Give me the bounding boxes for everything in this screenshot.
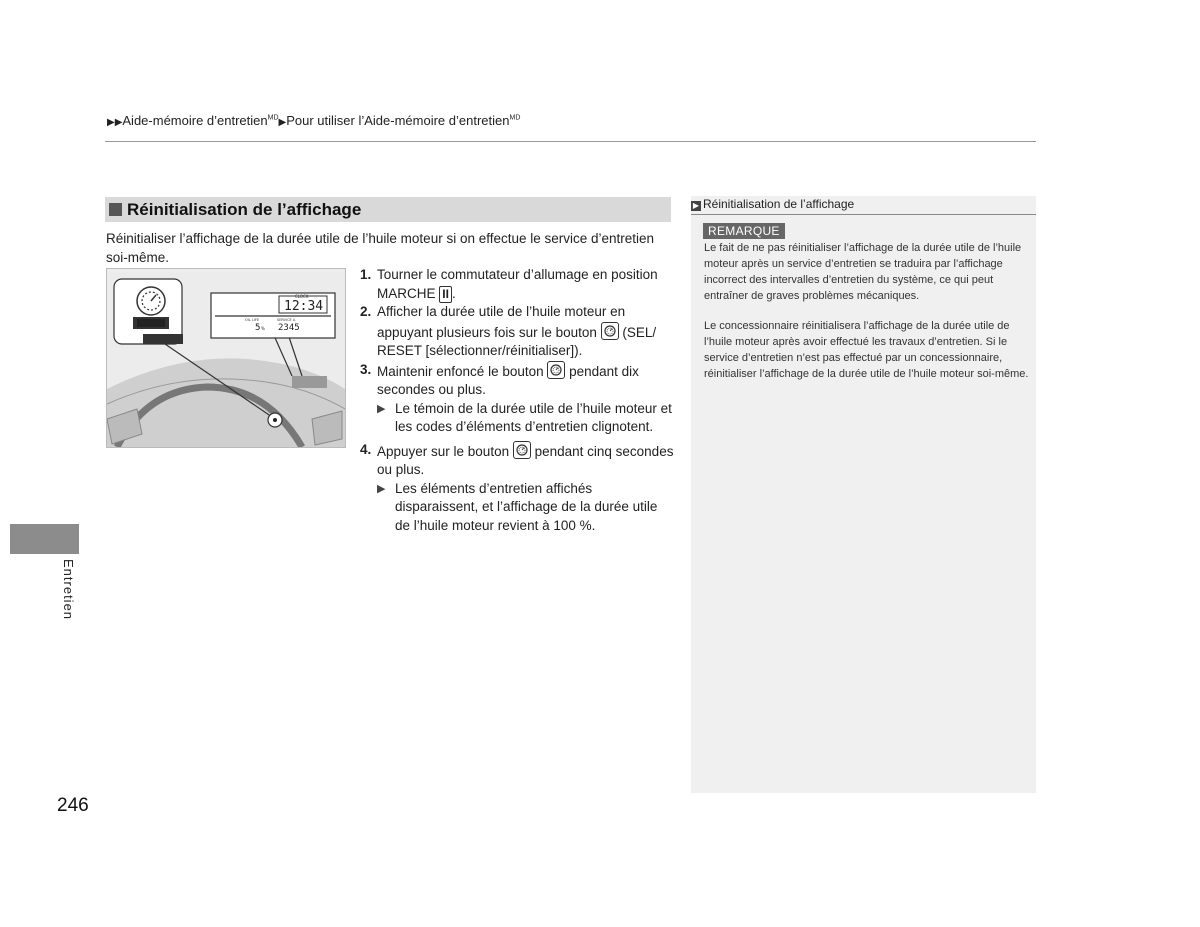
dashboard-illustration [106, 268, 346, 448]
steps-list [358, 266, 674, 535]
clock-label: CLOCK [295, 294, 309, 299]
result-text: Le témoin de la durée utile de l’huile moteur et les codes d’éléments d’entretien clignotent. [395, 400, 672, 434]
ignition-on-key: II [439, 286, 452, 303]
step-text: . [451, 285, 456, 301]
header-divider [105, 141, 1036, 142]
step-number: 2. [360, 304, 372, 319]
step-text: pendant cinq secondes ou plus. [377, 443, 674, 477]
trademark-sup: MD [267, 114, 279, 122]
step-item [358, 441, 674, 536]
step-number: 3. [360, 361, 372, 377]
chapter-tab[interactable] [10, 524, 79, 554]
sel-reset-button-icon [601, 322, 619, 340]
step-result [377, 400, 674, 437]
breadcrumb-item[interactable]: Aide-mémoire d’entretien [122, 113, 268, 128]
result-arrow-icon: ▶ [377, 402, 386, 415]
page-number: 246 [57, 795, 89, 816]
oil-life-label: OIL LIFE [245, 318, 260, 322]
breadcrumb [107, 113, 520, 128]
step-text: (SEL/ RESET [sélectionner/réinitialiser]). [377, 324, 657, 358]
step-number: 1. [360, 267, 372, 282]
clock-value: 12:34 [284, 299, 324, 314]
breadcrumb-arrow-icon: ▶ [278, 117, 287, 128]
sel-reset-button-icon [513, 441, 531, 459]
sel-reset-button-icon [547, 361, 565, 379]
oil-life-unit: % [261, 326, 265, 331]
step-item [358, 303, 674, 361]
step-item [358, 361, 674, 437]
intro-paragraph: Réinitialiser l’affichage de la durée utile de l’huile moteur si on effectue le service d’entretien soi-même. [106, 231, 655, 265]
sidebar-paragraph: Le concessionnaire réinitialisera l’affichage de la durée utile de l’huile moteur après avoir effectué les travaux d’entretien. Si le service d’entretien n’est pas effectué par un concessionnaire, réinitialiser l’affichage de la durée utile de l’huile moteur soi-même. [704, 320, 1029, 380]
service-label: SERVICE A [277, 318, 296, 322]
sidebar-paragraph: Le fait de ne pas réinitialiser l’affichage de la durée utile de l’huile moteur après un service d’entretien se traduira par l’affichage incorrect des intervalles d’entretien du système, ce qui peut entraîner de graves problèmes mécaniques. [704, 242, 1022, 302]
section-square-icon [109, 203, 122, 216]
oil-life-value: 5 [255, 323, 261, 333]
service-value: 2345 [278, 323, 300, 333]
section-heading [105, 197, 671, 222]
step-text: Afficher la durée utile de l’huile moteur en appuyant plusieurs fois sur le bouton [377, 304, 626, 340]
dashboard-illustration-svg [107, 269, 345, 447]
notes-sidebar [691, 196, 1036, 793]
step-result [377, 480, 674, 536]
step-item [358, 266, 674, 303]
trademark-sup: MD [509, 114, 521, 122]
step-text: Maintenir enfoncé le bouton [377, 363, 548, 379]
result-arrow-icon: ▶ [377, 482, 386, 495]
step-text: pendant dix secondes ou plus. [377, 363, 639, 397]
remark-label: REMARQUE [703, 223, 785, 239]
step-text: Appuyer sur le bouton [377, 443, 513, 459]
step-number: 4. [360, 441, 372, 457]
breadcrumb-arrow-icon: ▶▶ [107, 117, 123, 128]
breadcrumb-item[interactable]: Pour utiliser l’Aide-mémoire d’entretien [286, 113, 510, 128]
sidebar-heading [691, 196, 1036, 215]
chapter-label: Entretien [61, 559, 76, 621]
section-title: Réinitialisation de l’affichage [127, 199, 362, 219]
sidebar-heading-text: Réinitialisation de l’affichage [703, 197, 855, 211]
result-text: Les éléments d’entretien affichés disparaissent, et l’affichage de la durée utile de l’huile moteur revient à 100 %. [395, 480, 658, 533]
step-text: Tourner le commutateur d’allumage en position MARCHE [377, 267, 658, 301]
reference-icon: ▶ [692, 201, 700, 210]
